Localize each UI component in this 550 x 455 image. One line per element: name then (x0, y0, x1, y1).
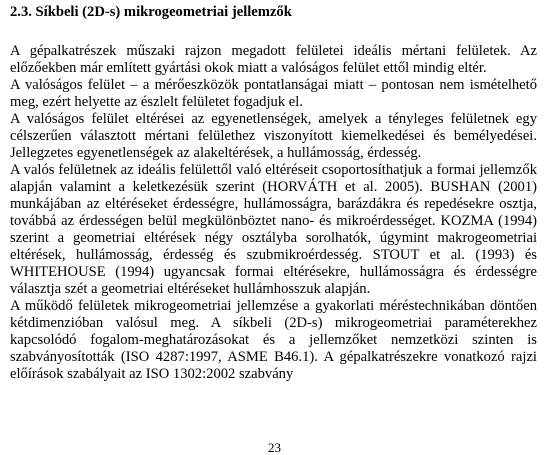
section-heading (10, 4, 537, 21)
paragraph: A valóságos felület – a mérőeszközök pontatlanságai miatt – pontosan nem ismételhető meg, ezért helyette az észlelt felületet fogadjuk el. (10, 77, 537, 110)
section-number: 2.3. (10, 4, 32, 20)
paragraph: A gépalkatrészek műszaki rajzon megadott felületei ideális mértani felületek. Az előzőekben már említett gyártási okok miatt a valóságos felület ettől mindig eltér. (10, 43, 537, 76)
section-title: Síkbeli (2D-s) mikrogeometriai jellemzők (35, 4, 292, 20)
paragraph: A működő felületek mikrogeometriai jellemzése a gyakorlati méréstechnikában döntően kétdimenzióban valósul meg. A síkbeli (2D-s) mikrogeometriai paraméterekhez kapcsolódó fogalom-meghatározásokat és a jellemzőket nemzetközi szinten is szabványosították (ISO 4287:1997, ASME B46.1). A gépalkatrészekre vonatkozó rajzi előírások szabályait az ISO 1302:2002 szabvány (10, 298, 537, 382)
paragraph: A valós felületnek az ideális felülettől való eltéréseit csoportosíthatjuk a formai jellemzők alapján valamint a keletkezésük szerint (HORVÁTH et al. 2005). BUSHAN (2001) munkájában az eltéréseket érdességre, hullámosságra, barázdákra és repedésekre osztja, továbbá az érdességen belül megkülönböztet nano- és mikroérdességet. KOZMA (1994) szerint a geometriai eltérések négy osztályba sorolhatók, úgymint makrogeometriai eltérések, hullámosság, érdesség és szubmikroérdesség. STOUT et al. (1993) és WHITEHOUSE (1994) ugyancsak formai eltérésekre, hullámosságra és érdességre választja szét a geometriai eltéréseket hullámhosszuk alapján. (10, 162, 537, 297)
paragraph: A valóságos felület eltérései az egyenetlenségek, amelyek a tényleges felületnek egy célszerűen választott mértani felülethez viszonyított kiemelkedései és bemélyedései. Jellegzetes egyenetlenségek az alakeltérések, a hullámosság, érdesség. (10, 111, 537, 161)
body-text (10, 43, 537, 383)
page-number: 23 (268, 440, 281, 455)
document-page (10, 0, 537, 383)
